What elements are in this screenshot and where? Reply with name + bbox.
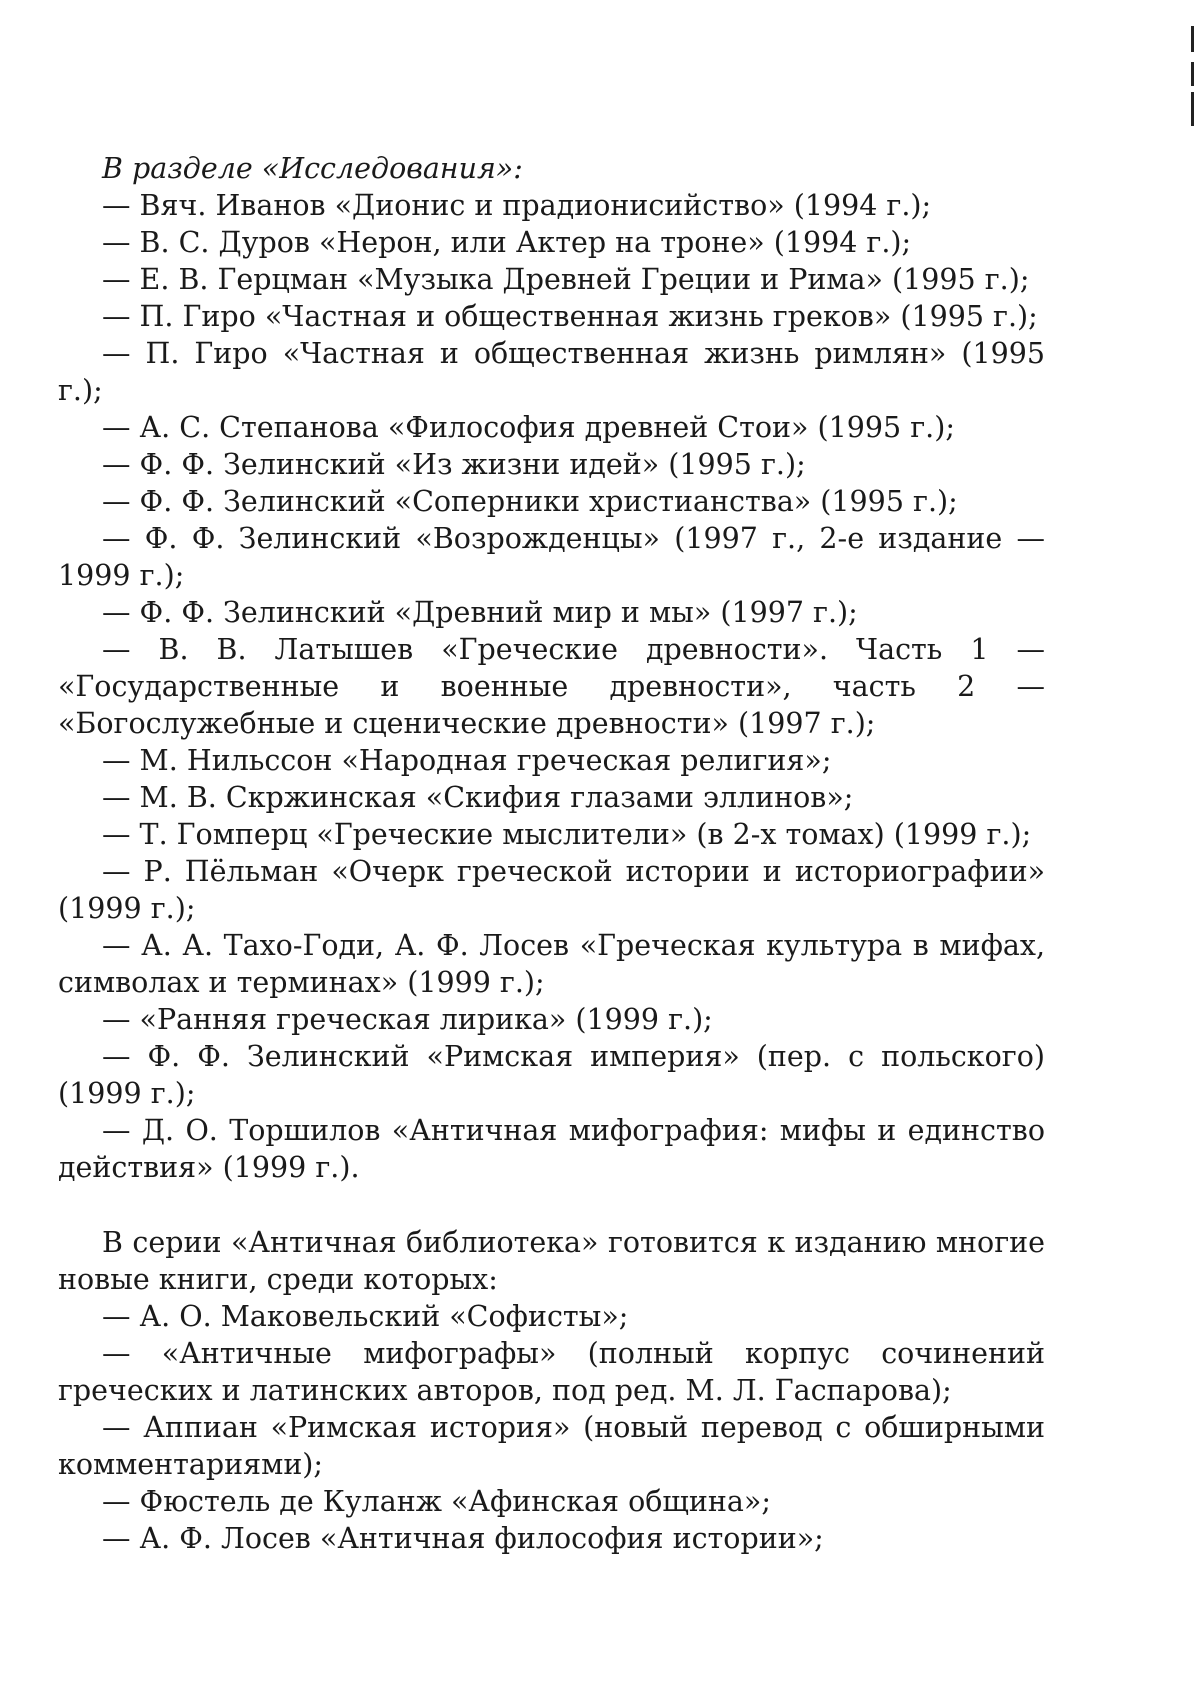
research-item: — Ф. Ф. Зелинский «Соперники христианства» (1995 г.); — [102, 485, 958, 518]
section-gap — [58, 1186, 1045, 1224]
upcoming-item: — Фюстель де Куланж «Афинская община»; — [102, 1485, 771, 1518]
research-heading: В разделе «Исследования»: — [102, 152, 523, 185]
research-list — [58, 187, 1045, 1186]
research-item: — Т. Гомперц «Греческие мыслители» (в 2-х томах) (1999 г.); — [102, 818, 1032, 851]
scan-edge-mark — [1191, 62, 1194, 86]
research-item: — Е. В. Герцман «Музыка Древней Греции и Рима» (1995 г.); — [102, 263, 1030, 296]
upcoming-item: — А. Ф. Лосев «Античная философия истории»; — [102, 1522, 824, 1555]
research-item: — Ф. Ф. Зелинский «Возрожденцы» (1997 г., 2-е издание — 1999 г.); — [58, 522, 1045, 592]
research-item: — Ф. Ф. Зелинский «Из жизни идей» (1995 г.); — [102, 448, 806, 481]
research-item: — Ф. Ф. Зелинский «Древний мир и мы» (1997 г.); — [102, 596, 858, 629]
upcoming-intro: В серии «Античная библиотека» готовится к изданию многие новые книги, среди которых: — [58, 1226, 1045, 1296]
upcoming-item: — «Античные мифографы» (полный корпус сочинений греческих и латинских авторов, под ред. М. Л. Гаспарова); — [58, 1337, 1045, 1407]
research-item: — В. В. Латышев «Греческие древности». Часть 1 — «Государственные и военные древности», часть 2 — «Богослужебные и сценические древности» (1997 г.); — [58, 633, 1045, 740]
research-item: — В. С. Дуров «Нерон, или Актер на троне» (1994 г.); — [102, 226, 912, 259]
research-item: — М. Нильссон «Народная греческая религия»; — [102, 744, 832, 777]
research-item: — Ф. Ф. Зелинский «Римская империя» (пер. с польского) (1999 г.); — [58, 1040, 1045, 1110]
research-item: — М. В. Скржинская «Скифия глазами эллинов»; — [102, 781, 854, 814]
scan-edge-mark — [1191, 26, 1194, 52]
research-item: — А. С. Степанова «Философия древней Стои» (1995 г.); — [102, 411, 955, 444]
upcoming-list — [58, 1298, 1045, 1557]
page-text — [58, 150, 1045, 1557]
research-item: — Р. Пёльман «Очерк греческой истории и историографии» (1999 г.); — [58, 855, 1045, 925]
research-item: — «Ранняя греческая лирика» (1999 г.); — [102, 1003, 713, 1036]
research-item: — А. А. Тахо-Годи, А. Ф. Лосев «Греческая культура в мифах, символах и терминах» (1999 г.); — [58, 929, 1045, 999]
research-item: — П. Гиро «Частная и общественная жизнь греков» (1995 г.); — [102, 300, 1038, 333]
upcoming-item: — Аппиан «Римская история» (новый перевод с обширными комментариями); — [58, 1411, 1045, 1481]
research-item: — Вяч. Иванов «Дионис и прадионисийство» (1994 г.); — [102, 189, 932, 222]
research-item: — Д. О. Торшилов «Античная мифография: мифы и единство действия» (1999 г.). — [58, 1114, 1045, 1184]
scan-edge-mark — [1191, 92, 1194, 126]
research-item: — П. Гиро «Частная и общественная жизнь римлян» (1995 г.); — [58, 337, 1045, 407]
upcoming-item: — А. О. Маковельский «Софисты»; — [102, 1300, 629, 1333]
